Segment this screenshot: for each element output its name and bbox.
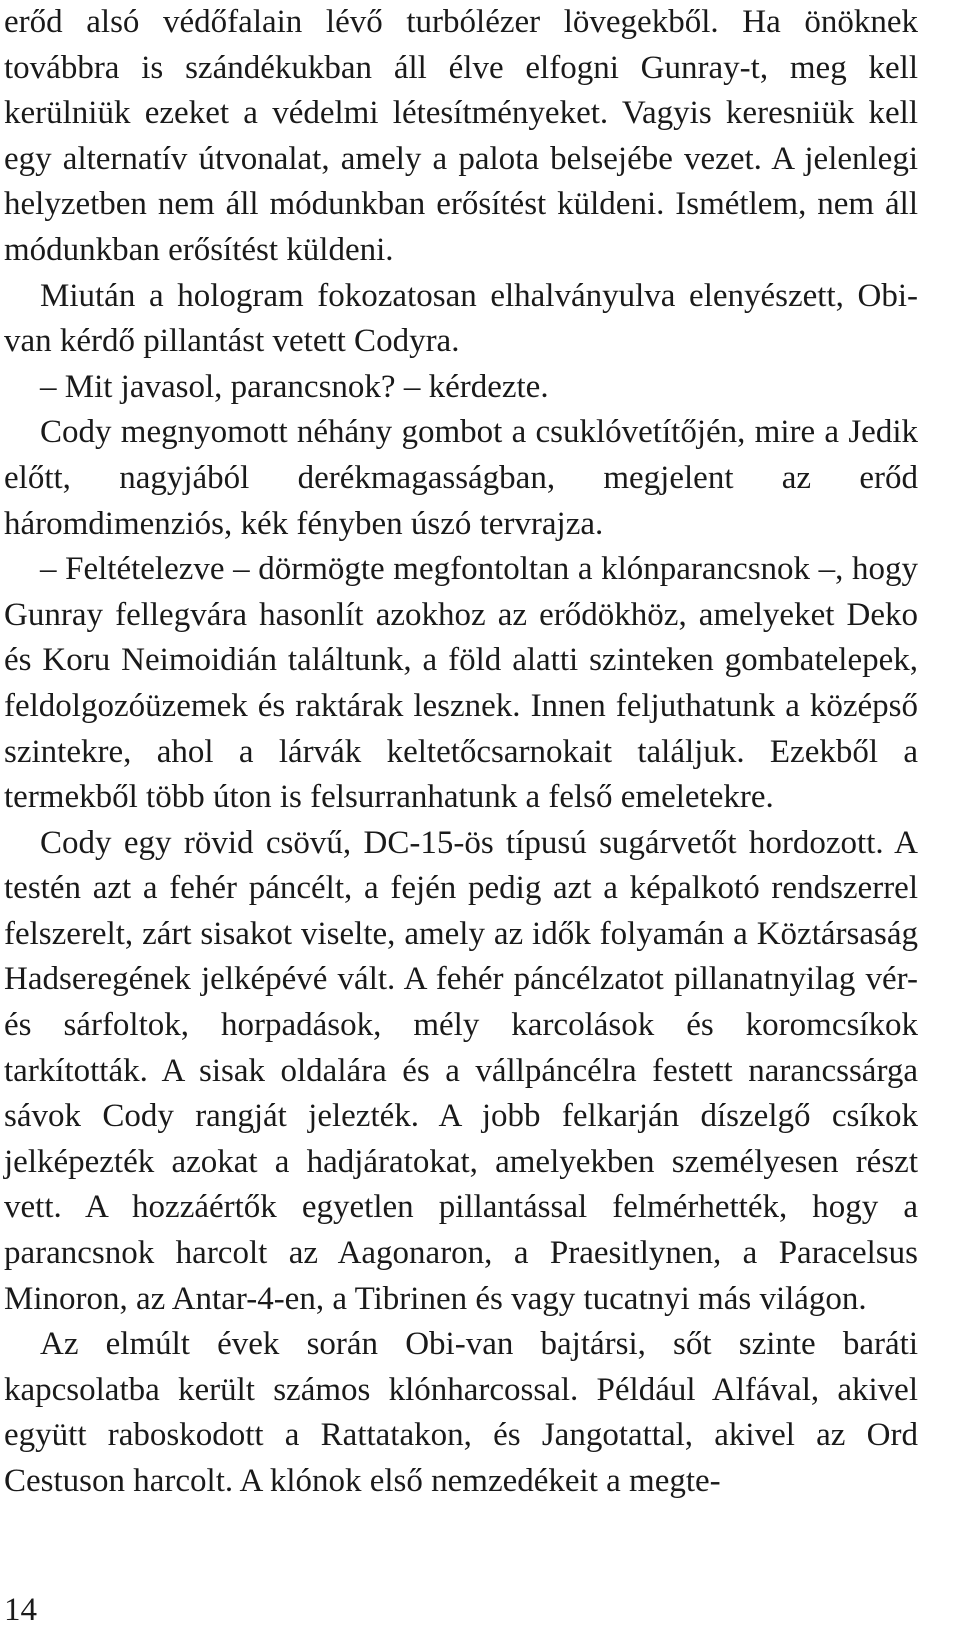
page-number: 14	[4, 1592, 37, 1628]
paragraph: Miután a hologram fokozatosan elhalványulva elenyészett, Obi-van kérdő pillantást vetett Codyra.	[4, 277, 918, 360]
paragraph: – Mit javasol, parancsnok? – kérdezte.	[40, 368, 549, 405]
paragraph: Cody megnyomott néhány gombot a csuklóvetítőjén, mire a Jedik előtt, nagyjából derékmagasságban, megjelent az erőd háromdimenziós, kék fényben úszó tervrajza.	[4, 414, 918, 542]
paragraph: Cody egy rövid csövű, DC-15-ös típusú sugárvetőt hordozott. A testén azt a fehér páncélt, a fején pedig azt a képalkotó rendszerrel felszerelt, zárt sisakot viselte, amely az idők folyamán a Köztársaság Hadseregének jelképévé vált. A fehér páncélzatot pillanatnyilag vér- és sárfoltok, horpadások, mély karcolások és koromcsíkok tarkították. A sisak oldalára és a vállpáncélra festett narancssárga sávok Cody rangját jelezték. A jobb felkarján díszelgő csíkok jelképezték azokat a hadjáratokat, amelyekben személyesen részt vett. A hozzáértők egyetlen pillantással felmérhették, hogy a parancsnok harcolt az Aagonaron, a Praesitlynen, a Paracelsus Minoron, az Antar-4-en, a Tibrinen és vagy tucatnyi más világon.	[4, 824, 918, 1317]
body-text	[4, 0, 918, 1505]
paragraph: Az elmúlt évek során Obi-van bajtársi, sőt szinte baráti kapcsolatba került számos klónharcossal. Például Alfával, akivel együtt raboskodott a Rattatakon, és Jangotattal, akivel az Ord Cestuson harcolt. A klónok első nemzedékeit a megte-	[4, 1326, 918, 1499]
paragraph: – Feltételezve – dörmögte megfontoltan a klónparancsnok –, hogy Gunray fellegvára hasonlít azokhoz az erődökhöz, amelyeket Deko és Koru Neimoidián találtunk, a föld alatti szinteken gombatelepek, feldolgozóüzemek és raktárak lesznek. Innen feljuthatunk a középső szintekre, ahol a lárvák keltetőcsarnokait találjuk. Ezekből a termekből több úton is felsurranhatunk a felső emeletekre.	[4, 551, 918, 816]
paragraph: erőd alsó védőfalain lévő turbólézer lövegekből. Ha önöknek továbbra is szándékukban áll élve elfogni Gunray-t, meg kell kerülniük ezeket a védelmi létesítményeket. Vagyis keresniük kell egy alternatív útvonalat, amely a palota belsejébe vezet. A jelenlegi helyzetben nem áll módunkban erősítést küldeni. Ismétlem, nem áll módunkban erősítést küldeni.	[4, 4, 918, 268]
